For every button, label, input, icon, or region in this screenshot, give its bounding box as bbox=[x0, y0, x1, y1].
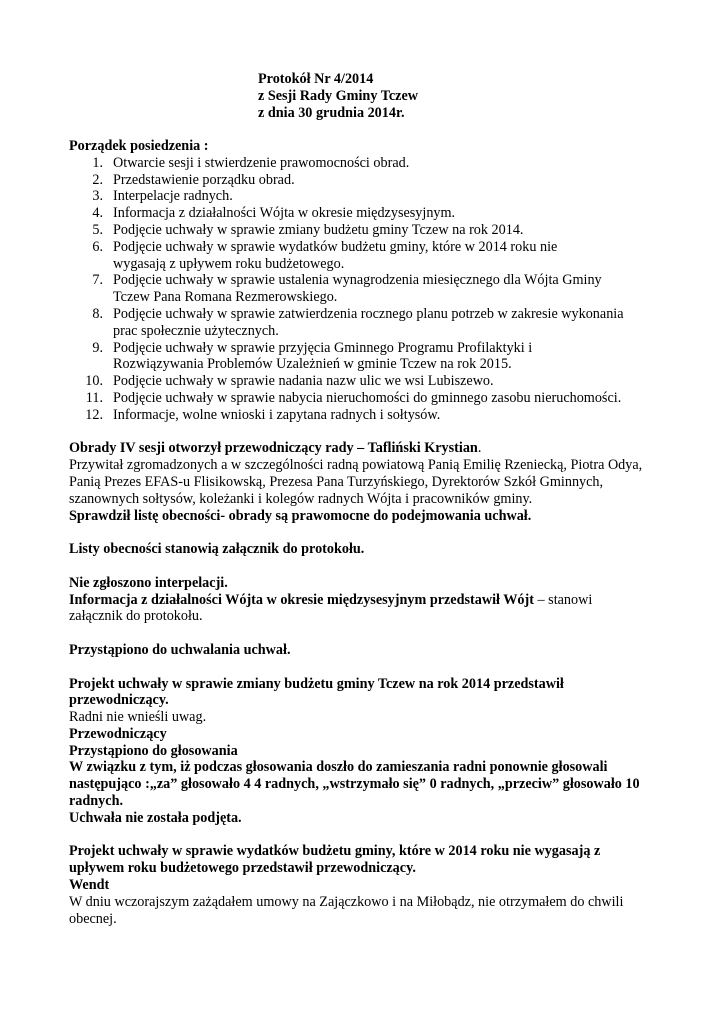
speaker-wendt: Wendt bbox=[69, 877, 110, 894]
agenda-item-text: Podjęcie uchwały w sprawie zatwierdzenia rocznego planu potrzeb w zakresie wykonania prac społecznie użytecznych. bbox=[113, 305, 624, 339]
agenda-item-text: Przedstawienie porządku obrad. bbox=[113, 171, 295, 188]
agenda-item-number: 9. bbox=[92, 339, 103, 356]
agenda-item-number: 10. bbox=[85, 373, 103, 390]
agenda-item bbox=[69, 390, 649, 407]
session-date: z dnia 30 grudnia 2014r. bbox=[258, 104, 405, 121]
agenda-item-text: Podjęcie uchwały w sprawie nabycia nieruchomości do gminnego zasobu nieruchomości. bbox=[113, 389, 622, 406]
agenda-item-text: Podjęcie uchwały w sprawie nadania nazw ulic we wsi Lubiszewo. bbox=[113, 373, 494, 390]
no-interpellations: Nie zgłoszono interpelacji. bbox=[69, 574, 228, 591]
agenda-item-number: 7. bbox=[92, 272, 103, 289]
revote-result: W związku z tym, iż podczas głosowania doszło do zamieszania radni ponownie głosowali następująco :„za” głosowało 4 4 radnych, „wstrzymało się” 0 radnych, „przeciw” głosowało 10 radnych. bbox=[69, 759, 640, 810]
session-name: z Sesji Rady Gminy Tczew bbox=[258, 87, 419, 104]
agenda-item-number: 8. bbox=[92, 305, 103, 322]
welcome-paragraph: Przywitał zgromadzonych a w szczególności radną powiatową Panią Emilię Rzeniecką, Piotra Odya, Panią Prezes EFAS-u Flisikowską, Prezesa Pana Turzyńskiego, Dyrektorów Szkół Gminnych, szanownych sołtysów, koleżanki i kolegów radnych Wójta i pracowników gminy. bbox=[69, 457, 643, 507]
protocol-title bbox=[258, 71, 418, 121]
agenda-item-number: 12. bbox=[85, 406, 103, 423]
agenda-item-number: 1. bbox=[92, 154, 103, 171]
agenda-item-number: 3. bbox=[92, 188, 103, 205]
budget-resolution-project: Projekt uchwały w sprawie zmiany budżetu gminy Tczew na rok 2014 przedstawił przewodniczący. bbox=[69, 675, 564, 709]
document-body bbox=[69, 138, 649, 927]
agenda-item bbox=[69, 188, 649, 205]
agenda-item bbox=[69, 222, 649, 239]
opening-paragraph bbox=[69, 440, 649, 457]
expenses-resolution-project: Projekt uchwały w sprawie wydatków budżetu gminy, które w 2014 roku nie wygasają z upływem roku budżetowego przedstawił przewodniczący. bbox=[69, 843, 601, 877]
resolutions-start: Przystąpiono do uchwalania uchwał. bbox=[69, 641, 291, 658]
agenda-item bbox=[69, 272, 649, 306]
resolution-rejected: Uchwała nie została podjęta. bbox=[69, 809, 242, 826]
attendance-check: Sprawdził listę obecności- obrady są prawomocne do podejmowania uchwał. bbox=[69, 507, 532, 524]
agenda-item bbox=[69, 373, 649, 390]
agenda-item-number: 5. bbox=[92, 221, 103, 238]
agenda-item bbox=[69, 239, 649, 273]
agenda-item bbox=[69, 306, 649, 340]
agenda-item-number: 6. bbox=[92, 238, 103, 255]
opening-period: . bbox=[477, 440, 482, 457]
agenda-item bbox=[69, 155, 649, 172]
agenda-item-text: Otwarcie sesji i stwierdzenie prawomocności obrad. bbox=[113, 154, 410, 171]
agenda-item-text: Informacje, wolne wnioski i zapytana radnych i sołtysów. bbox=[113, 406, 441, 423]
agenda-item-text: Podjęcie uchwały w sprawie wydatków budżetu gminy, które w 2014 roku nie wygasają z upływem roku budżetowego. bbox=[113, 238, 558, 272]
agenda-list bbox=[69, 155, 649, 424]
agenda-item-number: 2. bbox=[92, 171, 103, 188]
agenda-item-text: Podjęcie uchwały w sprawie zmiany budżetu gminy Tczew na rok 2014. bbox=[113, 221, 524, 238]
agenda-heading: Porządek posiedzenia : bbox=[69, 138, 209, 154]
mayor-report bbox=[69, 592, 649, 626]
voting-start: Przystąpiono do głosowania bbox=[69, 742, 238, 759]
agenda-item-text: Podjęcie uchwały w sprawie ustalenia wynagrodzenia miesięcznego dla Wójta Gminy Tczew Pana Romana Rezmerowskiego. bbox=[113, 272, 602, 306]
chairman-label: Przewodniczący bbox=[69, 725, 167, 742]
agenda-item-number: 11. bbox=[85, 389, 103, 406]
mayor-report-title: Informacja z działalności Wójta w okresie międzysesyjnym przedstawił Wójt bbox=[69, 591, 534, 608]
mayor-report-note: – stanowi załącznik do protokołu. bbox=[69, 591, 593, 625]
agenda-item-number: 4. bbox=[92, 205, 103, 222]
agenda-item-text: Podjęcie uchwały w sprawie przyjęcia Gminnego Programu Profilaktyki i Rozwiązywania Problemów Uzależnień w gminie Tczew na rok 2015. bbox=[113, 339, 533, 373]
protocol-number: Protokół Nr 4/2014 bbox=[258, 71, 374, 87]
agenda-item bbox=[69, 172, 649, 189]
no-remarks: Radni nie wnieśli uwag. bbox=[69, 709, 207, 726]
agenda-item bbox=[69, 407, 649, 424]
attendance-lists-note: Listy obecności stanowią załącznik do protokołu. bbox=[69, 541, 365, 558]
agenda-item bbox=[69, 205, 649, 222]
opening-statement: Obrady IV sesji otworzył przewodniczący rady – Tafliński Krystian bbox=[69, 440, 478, 457]
wendt-statement: W dniu wczorajszym zażądałem umowy na Zajączkowo i na Miłobądz, nie otrzymałem do chwili obecnej. bbox=[69, 893, 624, 927]
agenda-item bbox=[69, 340, 649, 374]
agenda-item-text: Interpelacje radnych. bbox=[113, 188, 233, 205]
agenda-item-text: Informacja z działalności Wójta w okresie międzysesyjnym. bbox=[113, 205, 456, 222]
